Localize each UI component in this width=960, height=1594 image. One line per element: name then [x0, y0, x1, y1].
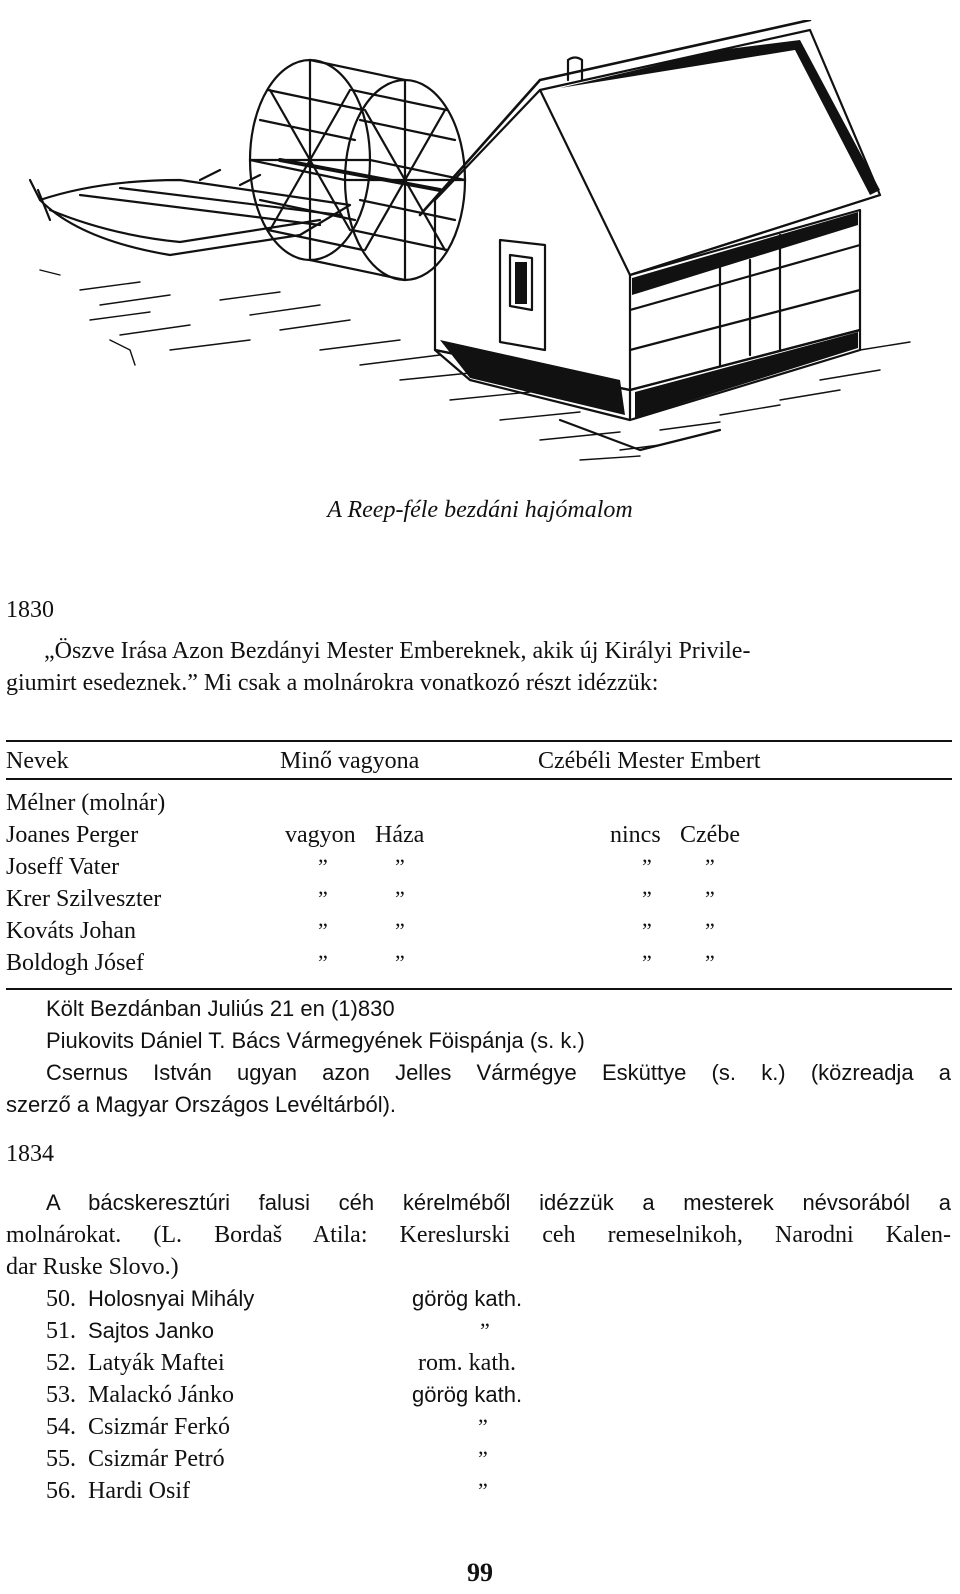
- list-rel: ”: [478, 1478, 488, 1503]
- row-c3: ”: [642, 886, 652, 911]
- list-num: 51.: [46, 1318, 76, 1344]
- list-rel: ”: [478, 1446, 488, 1471]
- list-name: Latyák Maftei: [88, 1350, 225, 1376]
- row-c1: ”: [318, 854, 328, 879]
- list-num: 56.: [46, 1478, 76, 1504]
- list-num: 54.: [46, 1414, 76, 1440]
- table-top-rule: [6, 740, 952, 742]
- row-c4: ”: [705, 886, 715, 911]
- list-name: Csizmár Petró: [88, 1446, 225, 1472]
- row-c4: ”: [705, 918, 715, 943]
- ship-mill-illustration: [20, 20, 920, 470]
- section2-line-3: dar Ruske Slovo.): [6, 1254, 179, 1280]
- list-num: 55.: [46, 1446, 76, 1472]
- table-bottom-rule: [6, 988, 952, 990]
- row-c4: Czébe: [680, 822, 740, 848]
- list-num: 52.: [46, 1350, 76, 1376]
- header-mino-vagyona: Minő vagyona: [280, 748, 420, 774]
- list-rel: ”: [478, 1414, 488, 1439]
- row-name: Joseff Vater: [6, 854, 120, 880]
- list-num: 53.: [46, 1382, 76, 1408]
- row-c4: ”: [705, 950, 715, 975]
- list-rel: görög kath.: [412, 1286, 523, 1311]
- year-1830: 1830: [6, 597, 54, 623]
- signature-line-1: Költ Bezdánban Juliús 21 en (1)830: [46, 996, 395, 1021]
- row-c2: ”: [395, 918, 405, 943]
- figure-caption: A Reep-féle bezdáni hajómalom: [327, 497, 633, 523]
- row-name: Kováts Johan: [6, 918, 136, 944]
- section2-line-2: molnárokat. (L. Bordaš Atila: Kereslurski ceh remeselnikoh, Narodni Kalen-: [6, 1222, 951, 1248]
- row-c1: vagyon: [285, 822, 356, 848]
- header-czebeli: Czébéli Mester Embert: [538, 748, 761, 774]
- list-rel: görög kath.: [412, 1382, 523, 1407]
- signature-line-3: Csernus István ugyan azon Jelles Vármégye Esküttye (s. k.) (közreadja a: [46, 1060, 951, 1085]
- list-rel: ”: [480, 1318, 490, 1343]
- table-header-rule: [6, 778, 952, 780]
- row-c2: ”: [395, 886, 405, 911]
- row-c2: ”: [395, 854, 405, 879]
- row-c2: Háza: [375, 822, 425, 848]
- list-name: Csizmár Ferkó: [88, 1414, 230, 1440]
- row-c3: nincs: [610, 822, 661, 848]
- list-name: Malackó Jánko: [88, 1382, 234, 1408]
- header-nevek: Nevek: [6, 748, 69, 774]
- page-number: 99: [467, 1558, 493, 1587]
- section2-line-1: A bácskeresztúri falusi céh kérelméből idézzük a mesterek névsorából a: [46, 1190, 951, 1215]
- row-c2: ”: [395, 950, 405, 975]
- row-c3: ”: [642, 950, 652, 975]
- row-name: Krer Szilveszter: [6, 886, 162, 912]
- list-name: Hardi Osif: [88, 1478, 190, 1504]
- list-rel: rom. kath.: [418, 1350, 516, 1376]
- list-name: Holosnyai Mihály: [88, 1286, 255, 1311]
- row-c1: ”: [318, 918, 328, 943]
- intro-line-2: giumirt esedeznek.” Mi csak a molnárokra vonatkozó részt idézzük:: [6, 670, 659, 696]
- row-c4: ”: [705, 854, 715, 879]
- row-name: Joanes Perger: [6, 822, 139, 848]
- row-c3: ”: [642, 854, 652, 879]
- row-name: Boldogh Jósef: [6, 950, 144, 976]
- row-c3: ”: [642, 918, 652, 943]
- signature-line-2: Piukovits Dániel T. Bács Vármegyének Föispánja (s. k.): [46, 1028, 585, 1053]
- row-c1: ”: [318, 950, 328, 975]
- year-1834: 1834: [6, 1141, 54, 1167]
- signature-line-4: szerző a Magyar Országos Levéltárból).: [6, 1092, 397, 1117]
- list-num: 50.: [46, 1286, 76, 1312]
- table-group-label: Mélner (molnár): [6, 790, 166, 816]
- row-c1: ”: [318, 886, 328, 911]
- intro-line-1: „Öszve Irása Azon Bezdányi Mester Embereknek, akik új Királyi Privile-: [44, 638, 751, 664]
- list-name: Sajtos Janko: [88, 1318, 214, 1343]
